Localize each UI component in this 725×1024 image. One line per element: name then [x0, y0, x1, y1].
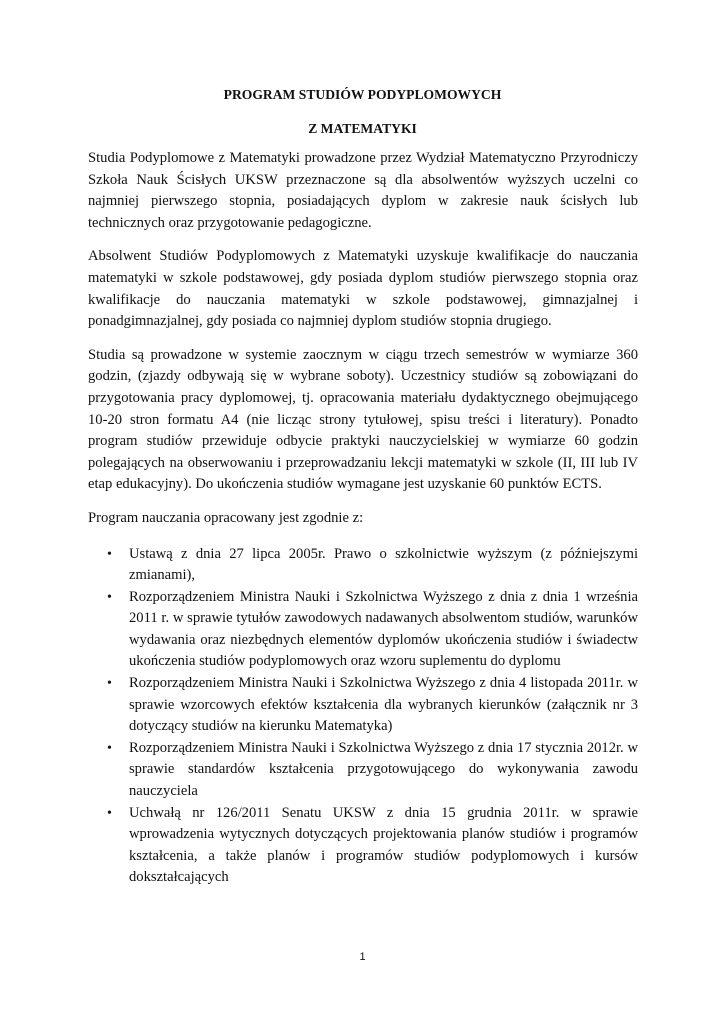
bullet-icon: •	[107, 676, 112, 692]
bullet-icon: •	[107, 805, 112, 821]
list-item	[88, 803, 638, 889]
legal-basis-list	[88, 544, 638, 890]
list-item-text: Rozporządzeniem Ministra Nauki i Szkolnictwa Wyższego z dnia 4 listopada 2011r. w sprawie wzorcowych efektów kształcenia dla wybranych kierunków (załącznik nr 3 dotyczący studiów na kierunku Matematyka)	[129, 675, 638, 735]
list-item-text: Ustawą z dnia 27 lipca 2005r. Prawo o szkolnictwie wyższym (z późniejszymi zmianami),	[129, 545, 638, 584]
bullet-icon: •	[107, 589, 112, 605]
list-item	[88, 544, 638, 587]
paragraph-program-basis: Program nauczania opracowany jest zgodnie z:	[88, 509, 364, 526]
document-subtitle: Z MATEMATYKI	[308, 121, 417, 136]
bullet-icon: •	[107, 740, 112, 756]
paragraph-intro: Studia Podyplomowe z Matematyki prowadzone przez Wydział Matematyczno Przyrodniczy Szkoła Nauk Ścisłych UKSW przeznaczone są dla absolwentów wyższych uczelni co najmniej pierwszego stopnia, posiadających dyplom w zakresie nauk ścisłych lub technicznych oraz przygotowanie pedagogiczne.	[88, 150, 638, 231]
list-item-text: Rozporządzeniem Ministra Nauki i Szkolnictwa Wyższego z dnia 17 stycznia 2012r. w sprawie standardów kształcenia przygotowującego do wykonywania zawodu nauczyciela	[129, 739, 638, 800]
paragraph-qualifications: Absolwent Studiów Podyplomowych z Matematyki uzyskuje kwalifikacje do nauczania matematyki w szkole podstawowej, gdy posiada dyplom studiów pierwszego stopnia oraz kwalifikacje do nauczania matematyki w szkole podstawowej, gimnazjalnej i ponadgimnazjalnej, gdy posiada co najmniej dyplom studiów stopnia drugiego.	[88, 248, 638, 330]
page-number: 1	[359, 951, 366, 963]
paragraph-study-organization: Studia są prowadzone w systemie zaocznym w ciągu trzech semestrów w wymiarze 360 godzin, (zjazdy odbywają się w wybrane soboty). Uczestnicy studiów są zobowiązani do przygotowania pracy dyplomowej, tj. opracowania materiału dydaktycznego obejmującego 10-20 stron formatu A4 (nie licząc strony tytułowej, spisu treści i literatury). Ponadto program studiów przewiduje odbycie praktyki nauczycielskiej w wymiarze 60 godzin polegających na obserwowaniu i przeprowadzaniu lekcji matematyki w szkole (II, III lub IV etap edukacyjny). Do ukończenia studiów wymagane jest uzyskanie 60 punktów ECTS.	[88, 346, 638, 493]
document-body	[88, 148, 638, 889]
document-title: PROGRAM STUDIÓW PODYPLOMOWYCH	[223, 87, 502, 102]
list-item	[88, 673, 638, 738]
list-item	[88, 587, 638, 673]
list-item-text: Uchwałą nr 126/2011 Senatu UKSW z dnia 15 grudnia 2011r. w sprawie wprowadzenia wytycznych dotyczących projektowania planów studiów i programów kształcenia, a także planów i programów studiów podyplomowych i kursów dokształcających	[129, 804, 638, 886]
bullet-icon: •	[107, 546, 112, 562]
list-item	[88, 738, 638, 803]
list-item-text: Rozporządzeniem Ministra Nauki i Szkolnictwa Wyższego z dnia z dnia 1 września 2011 r. w sprawie tytułów zawodowych nadawanych absolwentom studiów, warunków wydawania oraz niezbędnych elementów dyplomów ukończenia studiów i świadectw ukończenia studiów podyplomowych oraz wzoru suplementu do dyplomu	[129, 588, 638, 670]
